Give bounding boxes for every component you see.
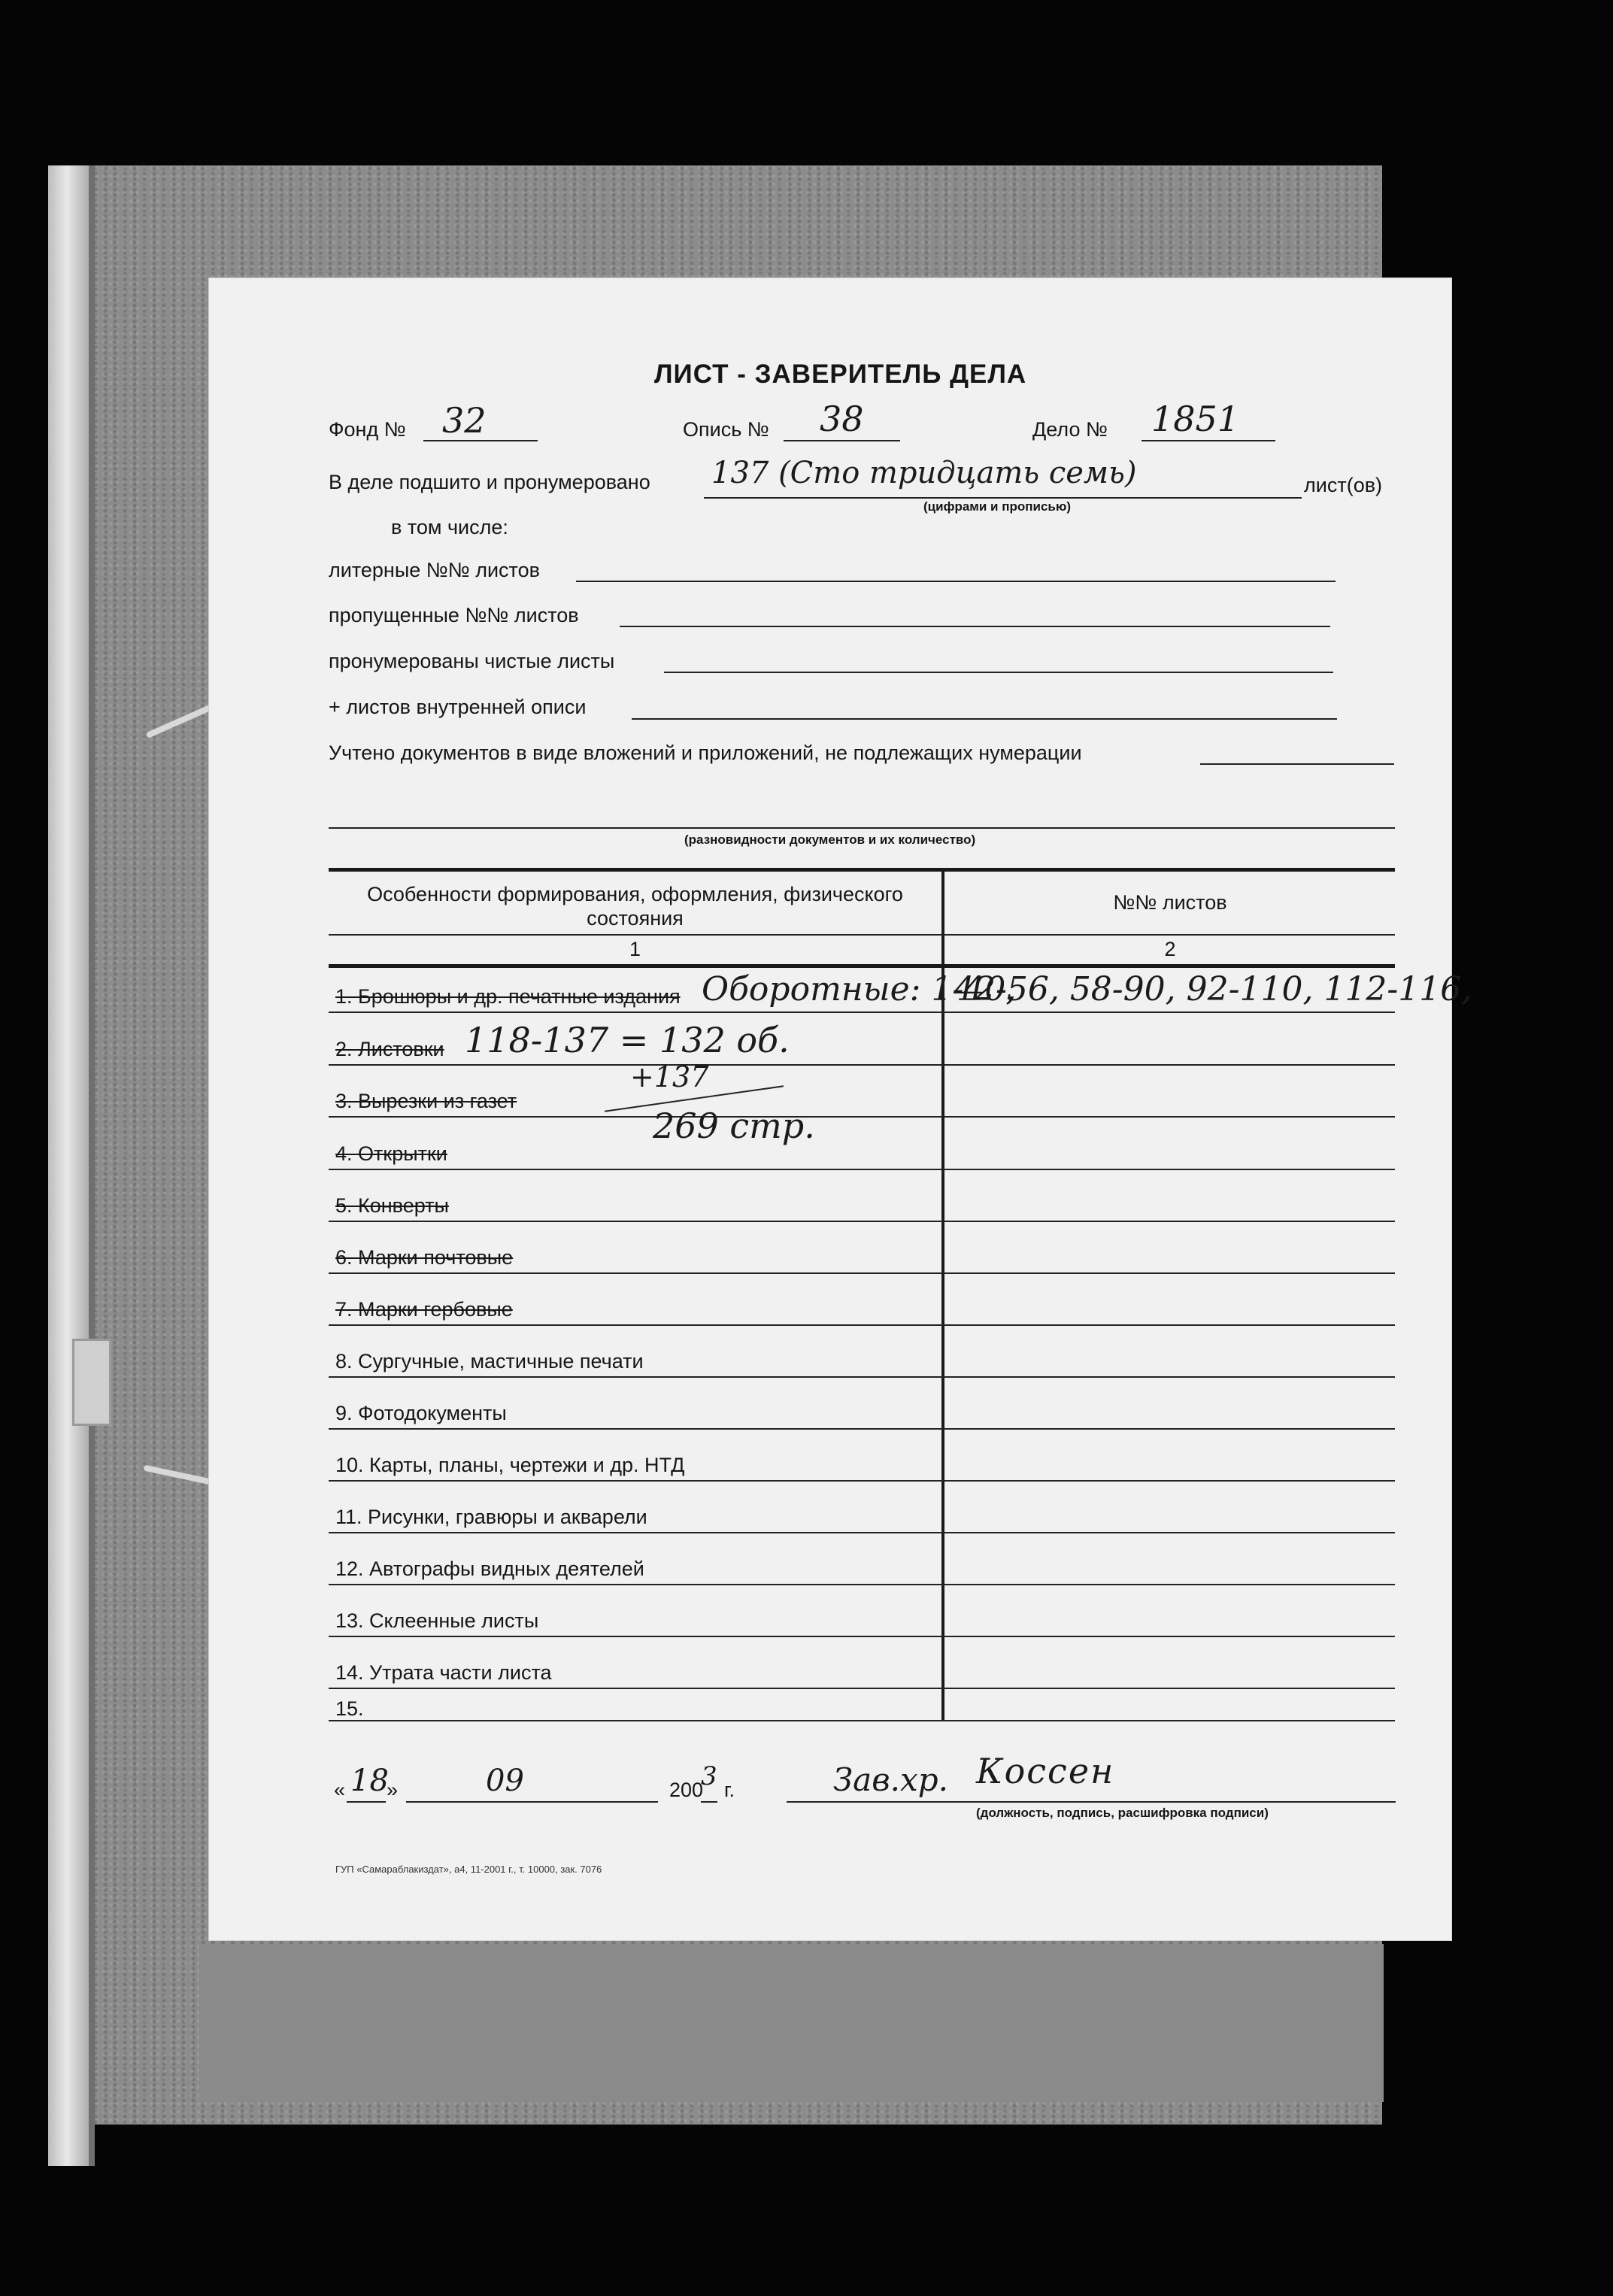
delo-underline [1142, 440, 1275, 441]
table-row-12-label: 12. Автографы видных деятелей [335, 1557, 644, 1580]
table-row-9-line [329, 1428, 1395, 1430]
note-reverse-sides: Оборотные: 1-40, [702, 970, 1017, 1008]
table-row-2-line [329, 1064, 1395, 1066]
fond-value: 32 [442, 400, 487, 441]
print-imprint: ГУП «Самараблакиздат», а4, 11-2001 г., т. 10000, зак. 7076 [335, 1864, 602, 1875]
attachments-hint: (разновидности документов и их количество) [684, 833, 976, 847]
date-day-underline [347, 1801, 386, 1803]
table-row-1-label: 1. Брошюры и др. печатные издания [335, 985, 681, 1008]
date-year-digit: 3 [701, 1761, 717, 1791]
opis-label: Опись № [683, 418, 769, 441]
delo-label: Дело № [1032, 418, 1108, 441]
table-row-13-line [329, 1636, 1395, 1637]
table-row-3-label: 3. Вырезки из газет [335, 1090, 517, 1112]
table-row-12-line [329, 1584, 1395, 1585]
delo-value: 1851 [1151, 399, 1240, 439]
table-row-4-line [329, 1169, 1395, 1170]
count-value: 137 (Сто тридцать семь) [711, 456, 1137, 490]
date-month: 09 [486, 1764, 524, 1798]
date-day: 18 [350, 1764, 389, 1798]
note-total-pages: 269 стр. [653, 1106, 815, 1146]
table-row-1-line [329, 1012, 1395, 1013]
opis-underline [784, 440, 900, 441]
including-item-lettered: литерные №№ листов [329, 559, 540, 581]
table-row-8-label: 8. Сургучные, мастичные печати [335, 1350, 644, 1372]
table-row-10-line [329, 1480, 1395, 1482]
signature-underline [787, 1801, 1396, 1803]
table-row-5-label: 5. Конверты [335, 1194, 449, 1217]
table-row-14-line [329, 1688, 1395, 1689]
note-plus-sheets: +137 [630, 1060, 709, 1093]
attachments-underline-1 [1200, 763, 1394, 765]
table-col1-header: Особенности формирования, оформления, физического состояния [367, 883, 903, 930]
table-row-7-line [329, 1324, 1395, 1326]
table-row-9-label: 9. Фотодокументы [335, 1402, 507, 1424]
attachments-label: Учтено документов в виде вложений и приложений, не подлежащих нумерации [329, 742, 1082, 764]
table-top-border [329, 868, 1395, 872]
table-number-divider [329, 964, 1395, 968]
count-hint: (цифрами и прописью) [923, 499, 1072, 514]
table-row-6-line [329, 1272, 1395, 1274]
lettered-underline [576, 581, 1336, 582]
table-col1-number: 1 [629, 938, 641, 960]
inventory-underline [632, 718, 1337, 720]
opis-value: 38 [820, 399, 864, 439]
including-item-inventory: + листов внутренней описи [329, 696, 587, 718]
folder-spine [48, 165, 90, 2166]
count-underline [704, 497, 1302, 499]
including-item-blank: пронумерованы чистые листы [329, 650, 615, 672]
date-year-underline [701, 1801, 717, 1803]
including-item-skipped: пропущенные №№ листов [329, 604, 579, 626]
including-label: в том числе: [391, 516, 508, 538]
date-quote-close: » [387, 1779, 399, 1801]
date-year-prefix: 200 [669, 1779, 704, 1801]
signature: Коссен [976, 1751, 1115, 1791]
signature-hint: (должность, подпись, расшифровка подписи) [976, 1806, 1269, 1820]
table-row-15-line [329, 1720, 1395, 1721]
binding-clip [72, 1339, 111, 1426]
table-row-11-label: 11. Рисунки, гравюры и акварели [335, 1506, 647, 1528]
skipped-underline [620, 626, 1330, 627]
table-row-4-label: 4. Открытки [335, 1142, 447, 1165]
table-row-6-label: 6. Марки почтовые [335, 1246, 514, 1269]
sheet-title: ЛИСТ - ЗАВЕРИТЕЛЬ ДЕЛА [654, 359, 1027, 389]
date-quote-open: « [334, 1779, 346, 1801]
table-row-8-line [329, 1376, 1395, 1378]
table-col2-number: 2 [1164, 938, 1176, 960]
table-col2-header: №№ листов [1113, 891, 1227, 914]
table-row-13-label: 13. Склеенные листы [335, 1609, 539, 1632]
table-row-14-label: 14. Утрата части листа [335, 1661, 552, 1684]
date-month-underline [406, 1801, 658, 1803]
certification-sheet [209, 278, 1472, 1940]
fond-label: Фонд № [329, 418, 406, 441]
date-year-suffix: г. [724, 1779, 735, 1801]
table-row-2-label: 2. Листовки [335, 1038, 444, 1060]
folder-spine-edge [89, 165, 95, 2166]
table-row-15-label: 15. [335, 1697, 364, 1720]
folder-lower-cover [199, 1944, 1384, 2102]
table-row-5-line [329, 1221, 1395, 1222]
table-row-11-line [329, 1532, 1395, 1533]
signature-position: Зав.хр. [833, 1761, 948, 1798]
note-reverse-pages-list: 42-56, 58-90, 92-110, 112-116, [954, 970, 1472, 1008]
table-row-7-label: 7. Марки гербовые [335, 1298, 513, 1321]
table-header-divider [329, 934, 1395, 936]
blank-underline [664, 672, 1333, 673]
count-label: В деле подшито и пронумеровано [329, 471, 650, 493]
table-row-3-line [329, 1116, 1395, 1118]
note-reverse-total: 118-137 = 132 об. [465, 1020, 790, 1060]
table-row-10-label: 10. Карты, планы, чертежи и др. НТД [335, 1454, 685, 1476]
count-suffix: лист(ов) [1304, 474, 1383, 496]
attachments-underline-2 [329, 827, 1395, 829]
